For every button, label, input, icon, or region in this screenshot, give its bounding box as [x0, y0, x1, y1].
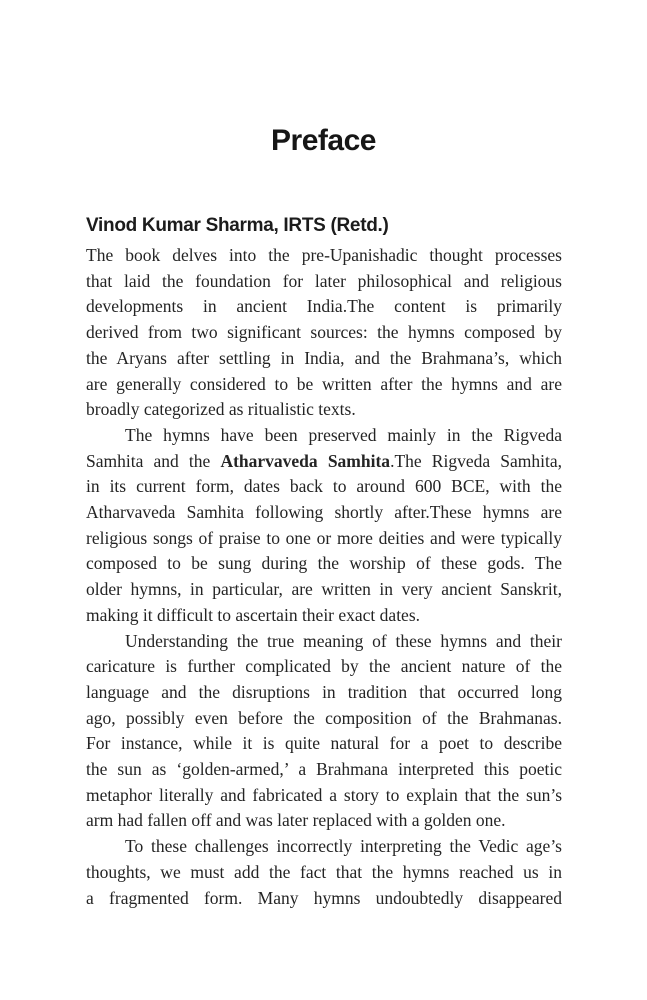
- text-line: metaphor literally and fabricated a story to explain that the sun’s: [86, 784, 562, 805]
- text-line: in its current form, dates back to around 600 BCE, with the: [86, 476, 562, 497]
- text-line: The book delves into the pre-Upanishadic thought processes: [86, 245, 562, 265]
- paragraph: [86, 243, 562, 423]
- text-line: For instance, while it is quite natural for a poet to describe: [86, 733, 562, 754]
- text-line: Understanding the true meaning of these hymns and their: [125, 630, 562, 651]
- text-line: arm had fallen off and was later replaced with a golden one.: [86, 810, 506, 831]
- text-line: composed to be sung during the worship of these gods. The: [86, 553, 562, 574]
- page-title: Preface: [271, 124, 376, 157]
- text-line: the Aryans after settling in India, and the Brahmana’s, which: [86, 347, 562, 368]
- text-line: To these challenges incorrectly interpreting the Vedic age’s: [125, 836, 562, 857]
- text-line: ago, possibly even before the composition of the Brahmanas.: [86, 707, 562, 728]
- paragraph: [86, 629, 562, 835]
- text-line: Samhita and the Atharvaveda Samhita.The Rigveda Samhita,: [86, 450, 562, 471]
- text-line: a fragmented form. Many hymns undoubtedly disappeared: [86, 887, 562, 908]
- text-line: that laid the foundation for later philosophical and religious: [86, 270, 562, 291]
- body-text: [86, 243, 562, 911]
- text-line: making it difficult to ascertain their exact dates.: [86, 604, 421, 625]
- text-line: religious songs of praise to one or more deities and were typically: [86, 527, 562, 548]
- text-line: are generally considered to be written after the hymns and are: [86, 373, 562, 394]
- text-line: caricature is further complicated by the ancient nature of the: [86, 656, 562, 677]
- text-line: older hymns, in particular, are written in very ancient Sanskrit,: [86, 579, 562, 600]
- paragraph: [86, 834, 562, 911]
- paragraph: [86, 423, 562, 629]
- text-line: language and the disruptions in tradition that occurred long: [86, 681, 562, 702]
- author-byline: Vinod Kumar Sharma, IRTS (Retd.): [86, 215, 389, 236]
- text-line: The hymns have been preserved mainly in the Rigveda: [125, 424, 562, 445]
- text-line: developments in ancient India.The content is primarily: [86, 296, 562, 317]
- text-line: Atharvaveda Samhita following shortly after.These hymns are: [86, 502, 562, 523]
- text-line: derived from two significant sources: the hymns composed by: [86, 322, 562, 343]
- text-line: thoughts, we must add the fact that the hymns reached us in: [86, 861, 562, 882]
- text-line: the sun as ‘golden-armed,’ a Brahmana interpreted this poetic: [86, 759, 562, 780]
- bold-term: Atharvaveda Samhita: [220, 450, 391, 471]
- text-line: broadly categorized as ritualistic texts.: [86, 399, 356, 420]
